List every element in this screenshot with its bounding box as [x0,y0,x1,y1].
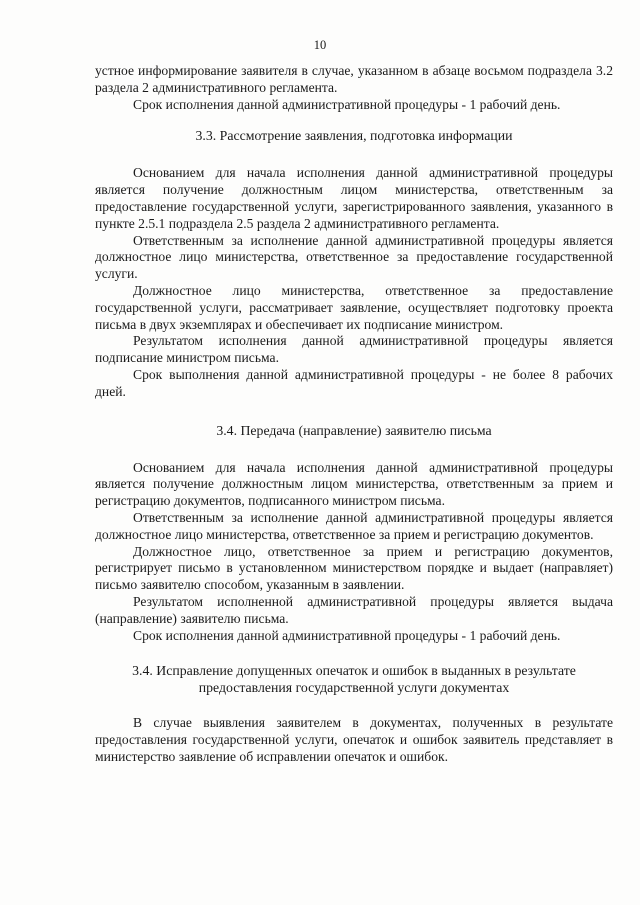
paragraph: Должностное лицо министерства, ответственное за предоставление государственной услуги, рассматривает заявление, осуществляет подготовку проекта письма в двух экземплярах и обеспечивает их подписание министром. [95,282,613,332]
paragraph: Срок исполнения данной административной процедуры - 1 рабочий день. [133,627,561,643]
paragraph: Основанием для начала исполнения данной административной процедуры является получение должностным лицом министерства, ответственным за предоставление государственной услуги, зарегистрированного заявления, указанного в пункте 2.5.1 подраздела 2.5 раздела 2 административного регламента. [95,165,613,231]
paragraph: Срок выполнения данной административной процедуры - не более 8 рабочих дней. [95,366,613,399]
paragraph: устное информирование заявителя в случае, указанном в абзаце восьмом подраздела 3.2 раздела 2 административного регламента. [95,63,613,95]
paragraph: Срок исполнения данной административной процедуры - 1 рабочий день. [133,96,561,112]
paragraph: Результатом исполненной административной процедуры является выдача (направление) заявителю письма. [95,593,613,626]
paragraph: Должностное лицо, ответственное за прием и регистрацию документов, регистрирует письмо в установленном министерством порядке и выдает (направляет) письмо заявителю способом, указанным в заявлении. [95,543,613,593]
paragraph: Основанием для начала исполнения данной административной процедуры является получение должностным лицом министерства, ответственным за прием и регистрацию документов, подписанного министром письма. [95,459,613,509]
section-heading: 3.4. Передача (направление) заявителю письма [216,422,492,438]
page-number: 10 [313,38,327,52]
document-body [95,63,613,766]
section-heading: 3.3. Рассмотрение заявления, подготовка информации [195,128,513,144]
paragraph: В случае выявления заявителем в документах, полученных в результате предоставления государственной услуги, опечаток и ошибок заявитель представляет в министерство заявление об исправлении опечаток и ошибок. [95,715,613,764]
paragraph: Ответственным за исполнение данной административной процедуры является должностное лицо министерства, ответственное за предоставление государственной услуги. [95,232,613,282]
paragraph: Ответственным за исполнение данной административной процедуры является должностное лицо министерства, ответственное за прием и регистрацию документов. [95,509,613,542]
section-heading: 3.4. Исправление допущенных опечаток и ошибок в выданных в результате предоставления государственной услуги документах [132,663,576,696]
paragraph: Результатом исполнения данной административной процедуры является подписание министром письма. [95,333,613,366]
